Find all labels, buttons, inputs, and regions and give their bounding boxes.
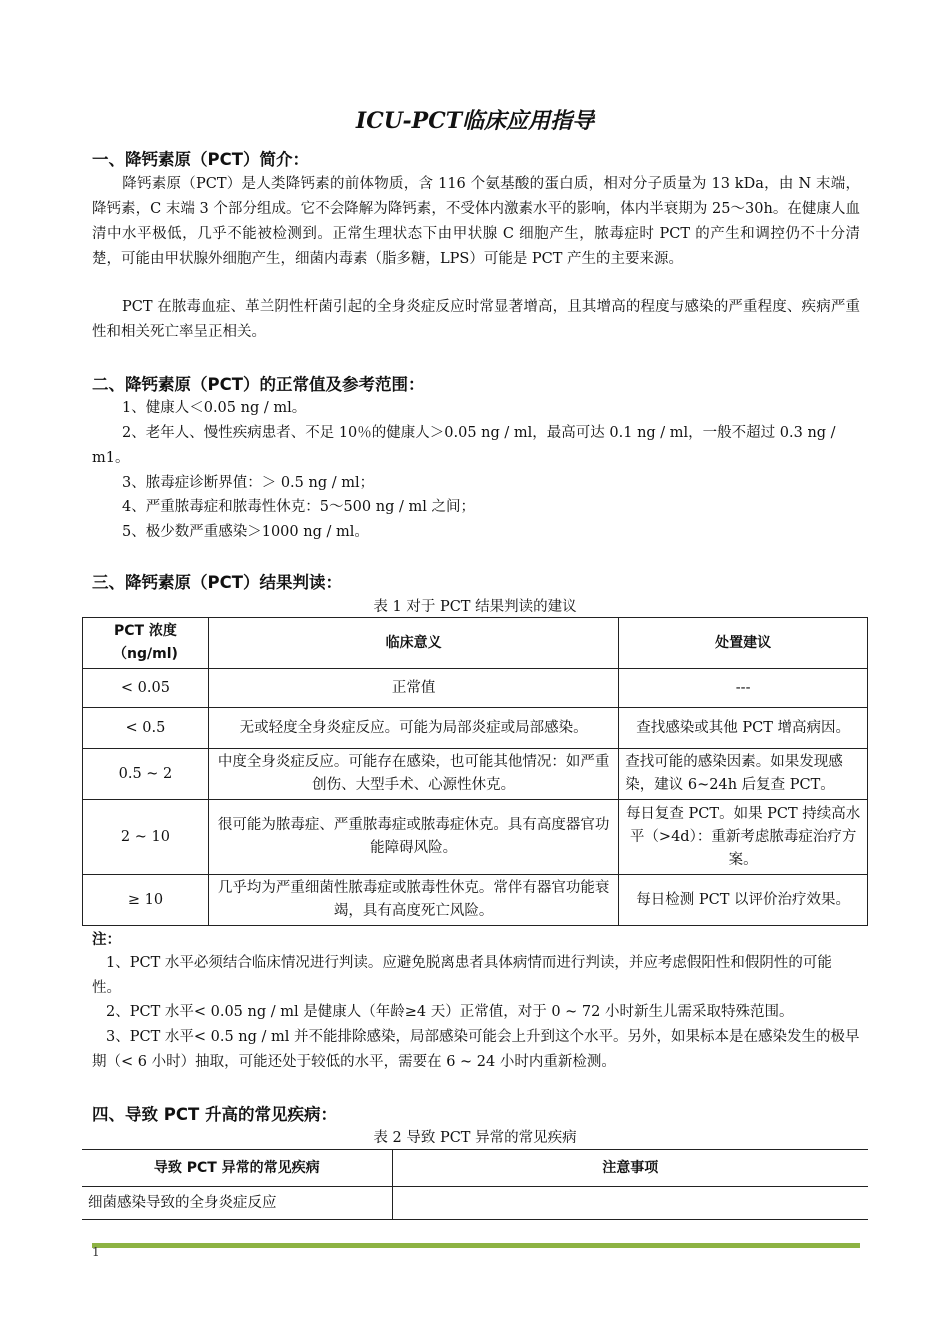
reference-item [92,421,860,471]
table-row [83,875,868,926]
column-header: 处置建议 [619,618,868,669]
footer-rule [92,1243,860,1248]
note-item-text: 1、PCT 水平必须结合临床情况进行判读。应避免脱离患者具体病情而进行判读，并应考虑假阳性和假阴性的可能性。 [92,955,832,996]
column-header: PCT 浓度（ng/ml) [83,618,209,669]
page-number: 1 [92,1245,100,1259]
column-header: 导致 PCT 异常的常见疾病 [82,1150,392,1187]
table-cell [392,1187,868,1220]
table-header-row [82,1150,868,1187]
table-cell: 几乎均为严重细菌性脓毒症或脓毒性休克。常伴有器官功能衰竭，具有高度死亡风险。 [208,875,618,926]
document-title: ICU-PCT临床应用指导 [355,108,595,134]
table-row [83,708,868,749]
table-cell: 每日检测 PCT 以评价治疗效果。 [619,875,868,926]
reference-item [92,396,860,421]
note-item [92,1025,860,1075]
table-1-caption: 表 1 对于 PCT 结果判读的建议 [373,599,577,615]
table-cell: 0.5 ~ 2 [83,749,209,800]
reference-item-text: 3、脓毒症诊断界值：＞ 0.5 ng / ml； [122,475,375,491]
section-1-paragraph-1 [92,172,860,272]
table-2-caption: 表 2 导致 PCT 异常的常见疾病 [373,1130,577,1146]
table-row [83,800,868,875]
table-cell: 2 ~ 10 [83,800,209,875]
table-header-row [83,618,868,669]
section-4-heading: 四、导致 PCT 升高的常见疾病： [92,1105,337,1124]
table-cell: < 0.05 [83,669,209,708]
table-cell: 查找可能的感染因素。如果发现感染，建议 6~24h 后复查 PCT。 [619,749,868,800]
pct-diseases-table [82,1149,868,1220]
reference-item-text: 5、极少数严重感染＞1000 ng / ml。 [122,524,369,540]
table-cell: 细菌感染导致的全身炎症反应 [82,1187,392,1220]
notes-heading: 注： [92,931,121,948]
table-cell: --- [619,669,868,708]
table-cell: 中度全身炎症反应。可能存在感染，也可能其他情况：如严重创伤、大型手术、心源性休克。 [208,749,618,800]
section-2-heading: 二、降钙素原（PCT）的正常值及参考范围： [92,375,425,394]
table-row [82,1187,868,1220]
reference-item [92,471,860,496]
section-3-heading: 三、降钙素原（PCT）结果判读： [92,573,342,592]
table-cell: 正常值 [208,669,618,708]
table-cell: ≥ 10 [83,875,209,926]
note-item-text: 2、PCT 水平< 0.05 ng / ml 是健康人（年龄≥4 天）正常值，对于 0 ~ 72 小时新生儿需采取特殊范围。 [106,1004,794,1020]
pct-interpretation-table [82,617,868,926]
table-cell: 很可能为脓毒症、严重脓毒症或脓毒症休克。具有高度器官功能障碍风险。 [208,800,618,875]
note-item [92,1000,860,1025]
column-header: 临床意义 [208,618,618,669]
reference-item [92,495,860,520]
section-1-heading: 一、降钙素原（PCT）简介： [92,150,309,169]
section-1-paragraph-1-text: 降钙素原（PCT）是人类降钙素的前体物质，含 116 个氨基酸的蛋白质，相对分子质量为 13 kDa，由 N 末端，降钙素，C 末端 3 个部分组成。它不会降解为降钙素，不受体内激素水平的影响，体内半衰期为 25～30h。在健康人血清中水平极低，几乎不能被检测到。正常生理状态下由甲状腺 C 细胞产生，脓毒症时 PCT 的产生和调控仍不十分清楚，可能由甲状腺外细胞产生，细菌内毒素（脂多糖，LPS）可能是 PCT 产生的主要来源。 [92,176,860,267]
table-row [83,749,868,800]
reference-item-text: 1、健康人＜0.05 ng / ml。 [122,400,307,416]
section-1-paragraph-2 [92,295,860,345]
reference-item-text: 4、严重脓毒症和脓毒性休克：5～500 ng / ml 之间； [122,499,475,515]
table-cell: < 0.5 [83,708,209,749]
table-row [83,669,868,708]
column-header: 注意事项 [392,1150,868,1187]
note-item-text: 3、PCT 水平< 0.5 ng / ml 并不能排除感染，局部感染可能会上升到这个水平。另外，如果标本是在感染发生的极早期（< 6 小时）抽取，可能还处于较低的水平，需要在 6 ~ 24 小时内重新检测。 [92,1029,860,1070]
reference-item-text: 2、老年人、慢性疾病患者、不足 10％的健康人＞0.05 ng / ml，最高可达 0.1 ng / ml，一般不超过 0.3 ng / m1。 [92,425,836,466]
table-cell: 每日复查 PCT。如果 PCT 持续高水平（>4d）：重新考虑脓毒症治疗方案。 [619,800,868,875]
table-cell: 无或轻度全身炎症反应。可能为局部炎症或局部感染。 [208,708,618,749]
reference-item [92,520,860,545]
note-item [92,951,860,1001]
section-1-paragraph-2-text: PCT 在脓毒血症、革兰阴性杆菌引起的全身炎症反应时常显著增高，且其增高的程度与感染的严重程度、疾病严重性和相关死亡率呈正相关。 [92,299,860,340]
table-cell: 查找感染或其他 PCT 增高病因。 [619,708,868,749]
